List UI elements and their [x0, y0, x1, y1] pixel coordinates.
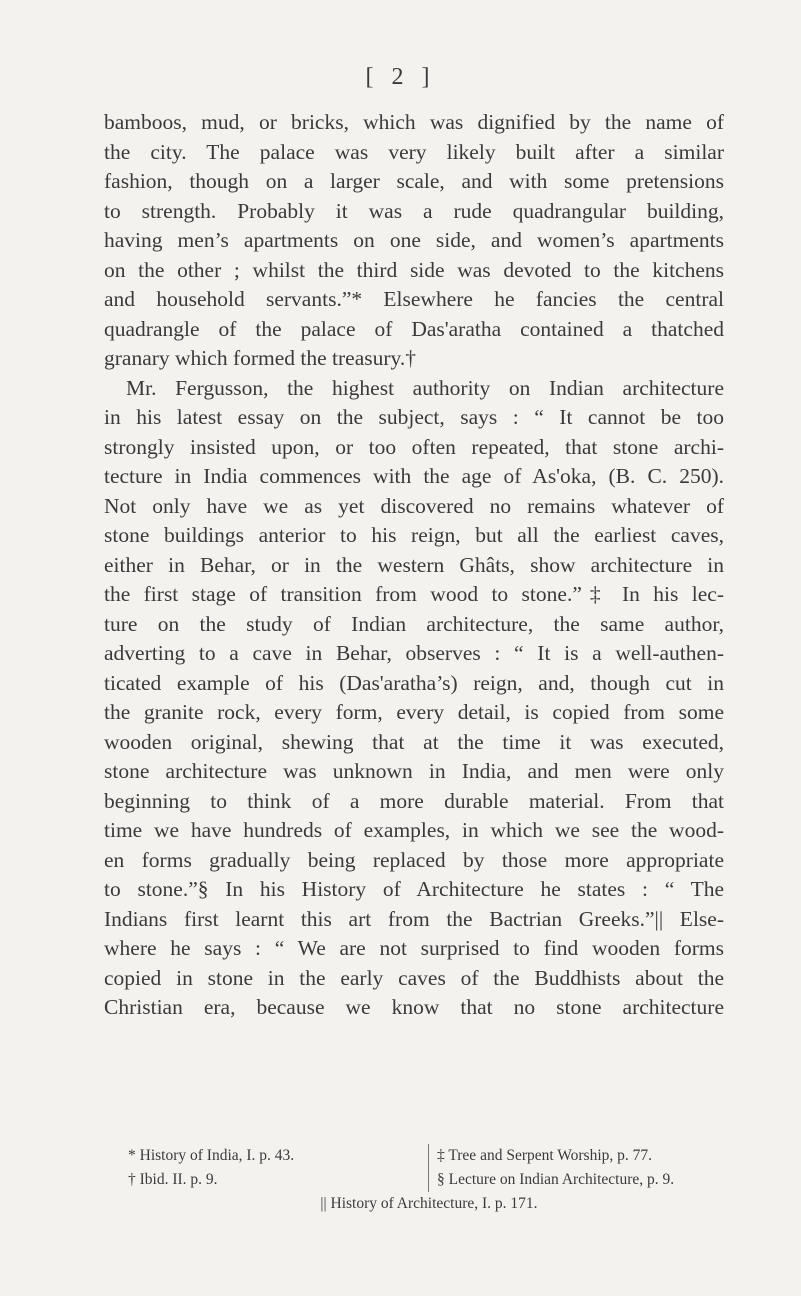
text-line: to strength. Probably it was a rude quadrangular building,: [104, 198, 724, 223]
text-line: granary which formed the treasury.†: [104, 346, 417, 370]
text-line: the granite rock, every form, every detail, is copied from some: [104, 700, 724, 724]
text-line: the city. The palace was very likely built after a similar: [104, 139, 724, 164]
text-line: Not only have we as yet discovered no remains whatever of: [104, 493, 724, 518]
text-line: stone buildings anterior to his reign, but all the earliest caves,: [104, 523, 724, 547]
text-line: either in Behar, or in the western Ghâts, show architecture in: [104, 552, 724, 577]
footnote: || History of Architecture, I. p. 171.: [320, 1195, 538, 1212]
text-line: Christian era, because we know that no stone architecture: [104, 995, 724, 1019]
text-line: stone architecture was unknown in India, and men were only: [104, 759, 724, 783]
text-line: copied in stone in the early caves of the Buddhists about the: [104, 965, 724, 990]
text-line: adverting to a cave in Behar, observes : “ It is a well-authen-: [104, 641, 724, 665]
text-line: strongly insisted upon, or too often repeated, that stone archi-: [104, 434, 724, 459]
text-line: beginning to think of a more durable material. From that: [104, 788, 724, 813]
text-line: on the other ; whilst the third side was devoted to the kitchens: [104, 257, 724, 282]
page-number: [ 2 ]: [365, 64, 436, 90]
text-line: fashion, though on a larger scale, and with some pretensions: [104, 169, 724, 193]
paragraph-start-line: Mr. Fergusson, the highest authority on Indian architecture: [126, 375, 724, 400]
text-line: wooden original, shewing that at the time it was executed,: [104, 729, 724, 754]
footnotes: [128, 1144, 724, 1216]
footnote-row: [128, 1168, 724, 1192]
footnote: § Lecture on Indian Architecture, p. 9.: [428, 1168, 724, 1192]
body-text: [104, 108, 724, 1023]
text-line: ture on the study of Indian architecture, the same author,: [104, 611, 724, 636]
footnote: † Ibid. II. p. 9.: [128, 1171, 218, 1188]
text-line: bamboos, mud, or bricks, which was dignified by the name of: [104, 110, 724, 134]
text-line: where he says : “ We are not surprised to find wooden forms: [104, 936, 724, 960]
text-line: in his latest essay on the subject, says : “ It cannot be too: [104, 405, 724, 429]
footnote: ‡ Tree and Serpent Worship, p. 77.: [428, 1144, 724, 1168]
text-line: tecture in India commences with the age of As'oka, (B. C. 250).: [104, 464, 724, 488]
text-line: the first stage of transition from wood to stone.”‡ In his lec-: [104, 582, 724, 606]
text-line: and household servants.”* Elsewhere he fancies the central: [104, 287, 724, 311]
text-line: Indians first learnt this art from the Bactrian Greeks.”|| Else-: [104, 906, 724, 931]
text-line: ticated example of his (Das'aratha’s) reign, and, though cut in: [104, 670, 724, 695]
text-line: time we have hundreds of examples, in which we see the wood-: [104, 818, 724, 842]
footnote: * History of India, I. p. 43.: [128, 1147, 295, 1164]
text-line: quadrangle of the palace of Das'aratha contained a thatched: [104, 316, 724, 341]
footnote-row: [128, 1144, 724, 1168]
text-line: en forms gradually being replaced by those more appropriate: [104, 847, 724, 872]
text-line: having men’s apartments on one side, and women’s apartments: [104, 228, 724, 252]
text-line: to stone.”§ In his History of Architecture he states : “ The: [104, 877, 724, 901]
